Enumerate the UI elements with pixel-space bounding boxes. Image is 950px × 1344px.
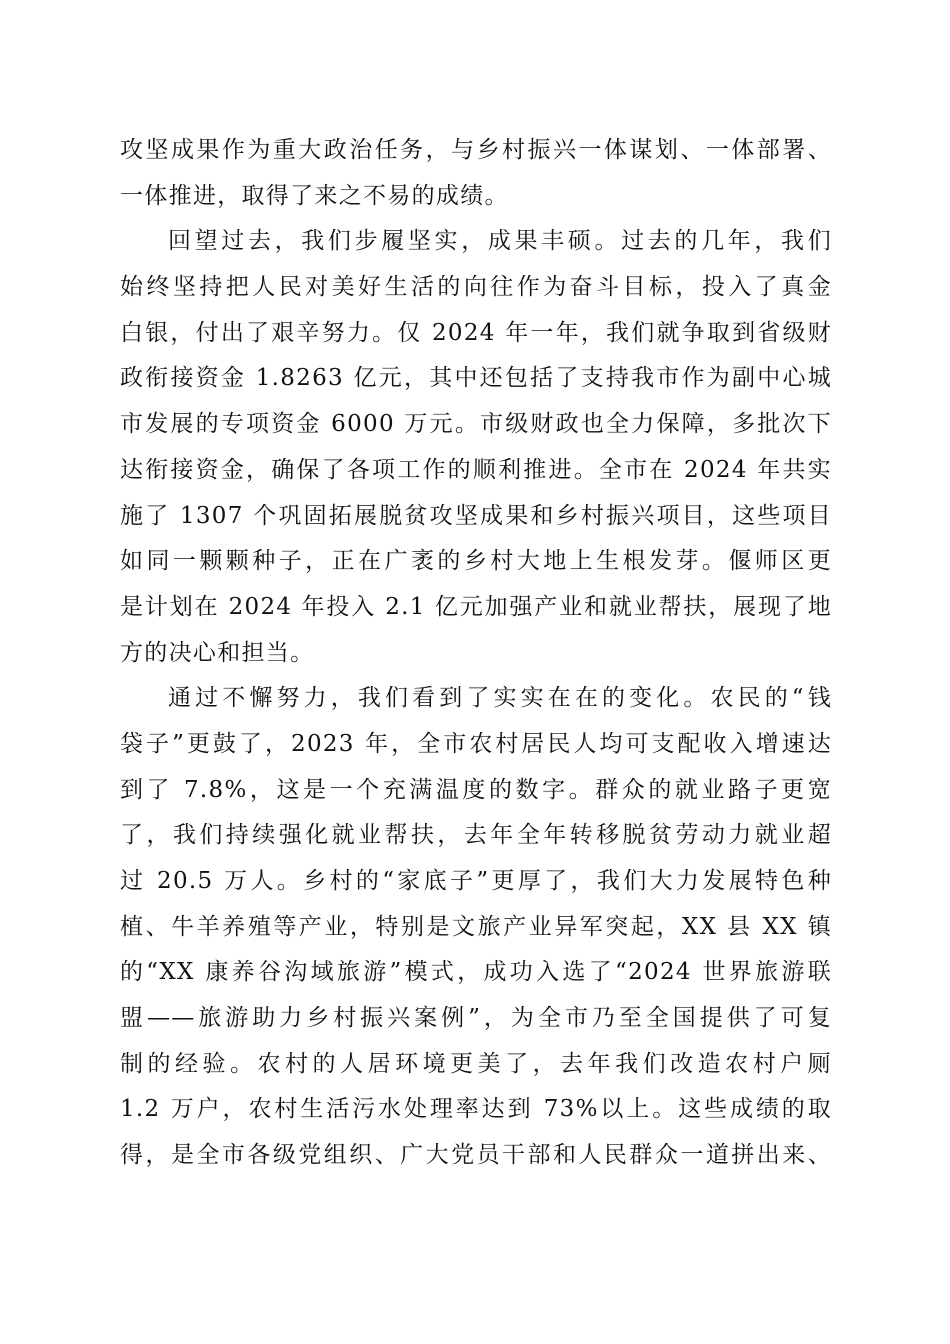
text-line: 到了 7.8%，这是一个充满温度的数字。群众的就业路子更宽 — [120, 776, 832, 803]
text-line: 白银，付出了艰辛努力。仅 2024 年一年，我们就争取到省级财 — [120, 319, 832, 346]
text-line: 制的经验。农村的人居环境更美了，去年我们改造农村户厕 — [120, 1050, 832, 1077]
text-line: 是计划在 2024 年投入 2.1 亿元加强产业和就业帮扶，展现了地 — [120, 593, 832, 620]
paragraph-p2 — [120, 219, 832, 676]
text-line: 一体推进，取得了来之不易的成绩。 — [120, 182, 509, 209]
text-line: 市发展的专项资金 6000 万元。市级财政也全力保障，多批次下 — [120, 411, 832, 438]
body-text — [120, 128, 832, 1179]
text-line: 盟——旅游助力乡村振兴案例”，为全市乃至全国提供了可复 — [120, 1005, 832, 1032]
paragraph-p1 — [120, 128, 832, 219]
text-line: 了，我们持续强化就业帮扶，去年全年转移脱贫劳动力就业超 — [120, 822, 832, 849]
text-line: 袋子”更鼓了，2023 年，全市农村居民人均可支配收入增速达 — [120, 730, 832, 757]
text-line: 始终坚持把人民对美好生活的向往作为奋斗目标，投入了真金 — [120, 274, 832, 301]
text-line: 的“XX 康养谷沟域旅游”模式，成功入选了“2024 世界旅游联 — [120, 959, 832, 986]
text-line: 过 20.5 万人。乡村的“家底子”更厚了，我们大力发展特色种 — [120, 868, 832, 894]
text-line: 植、牛羊养殖等产业，特别是文旅产业异军突起，XX 县 XX 镇 — [120, 913, 832, 940]
text-line: 达衔接资金，确保了各项工作的顺利推进。全市在 2024 年共实 — [120, 456, 832, 483]
text-line: 1.2 万户，农村生活污水处理率达到 73%以上。这些成绩的取 — [120, 1096, 832, 1123]
text-line: 方的决心和担当。 — [120, 639, 315, 666]
text-line: 通过不懈努力，我们看到了实实在在的变化。农民的“钱 — [168, 685, 832, 712]
text-line: 回望过去，我们步履坚实，成果丰硕。过去的几年，我们 — [168, 228, 832, 255]
text-line: 如同一颗颗种子，正在广袤的乡村大地上生根发芽。偃师区更 — [120, 548, 832, 575]
text-line: 攻坚成果作为重大政治任务，与乡村振兴一体谋划、一体部署、 — [120, 137, 832, 163]
text-line: 政衔接资金 1.8263 亿元，其中还包括了支持我市作为副中心城 — [120, 365, 832, 392]
text-line: 施了 1307 个巩固拓展脱贫攻坚成果和乡村振兴项目，这些项目 — [120, 502, 832, 529]
paragraph-p3 — [120, 676, 832, 1179]
text-line: 得，是全市各级党组织、广大党员干部和人民群众一道拼出来、 — [120, 1142, 832, 1169]
